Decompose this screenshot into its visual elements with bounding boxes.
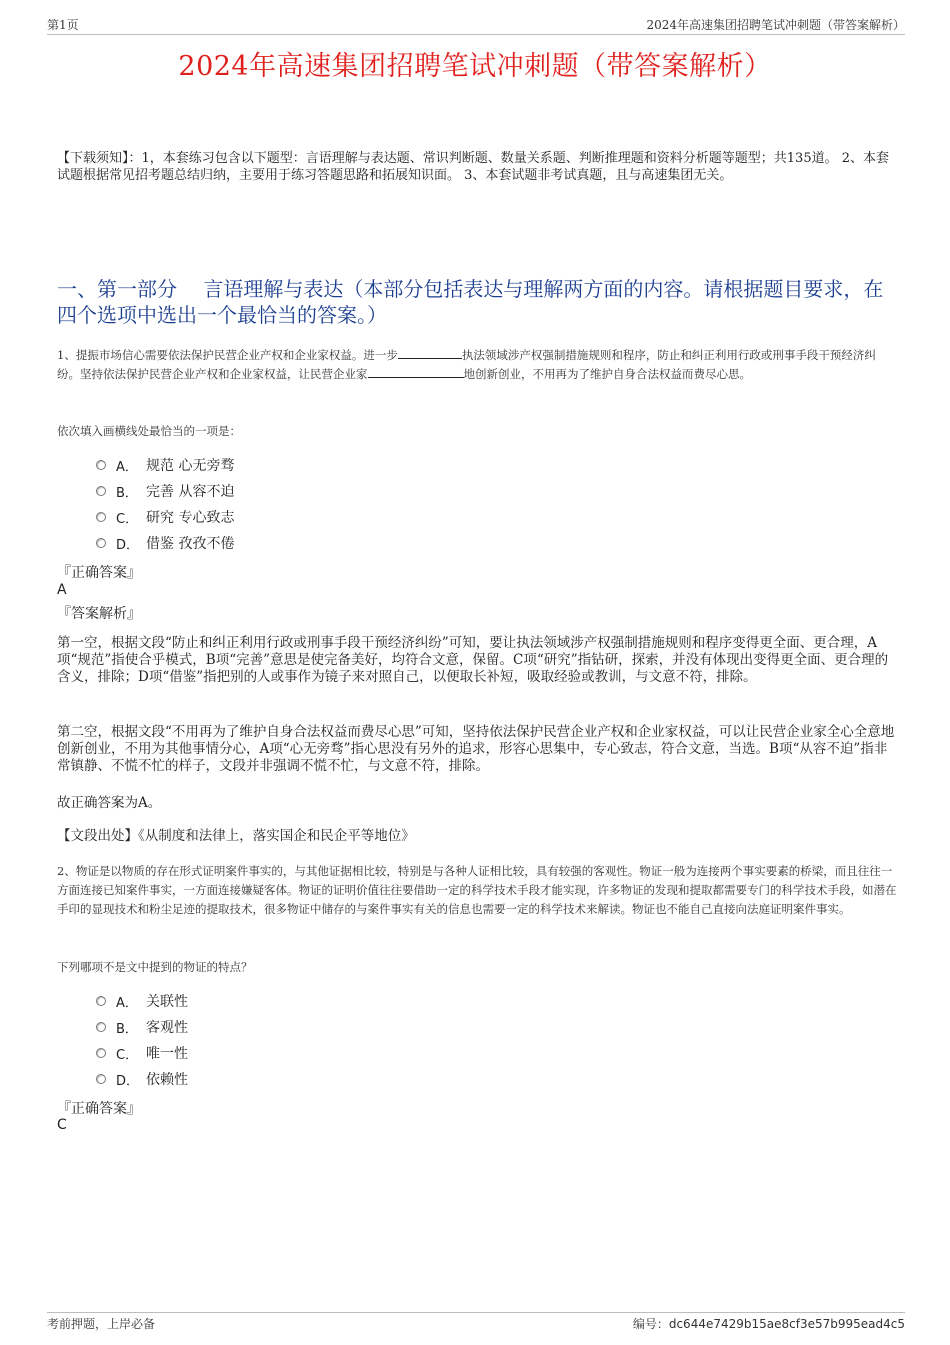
question-1-text-c: 地创新创业，不用再为了维护自身合法权益而费尽心思。 bbox=[463, 367, 751, 381]
analysis-label: 『答案解析』 bbox=[57, 606, 141, 622]
footer-code-value: dc644e7429b15ae8cf3e57b995ead4c5 bbox=[668, 1317, 905, 1331]
fill-blank-2 bbox=[368, 365, 464, 378]
option-text: 借鉴 孜孜不倦 bbox=[146, 536, 235, 552]
option-b[interactable] bbox=[96, 1014, 496, 1040]
passage-source: 【文段出处】《从制度和法律上，落实国企和民企平等地位》 bbox=[57, 828, 415, 844]
option-letter: C． bbox=[116, 1047, 139, 1063]
option-a[interactable] bbox=[96, 988, 496, 1014]
section-heading: 一、第一部分 言语理解与表达（本部分包括表达与理解两方面的内容。请根据题目要求，在四个选项中选出一个最恰当的答案。） bbox=[57, 277, 884, 327]
radio-icon[interactable] bbox=[96, 1022, 106, 1032]
option-letter: D． bbox=[116, 537, 140, 553]
question-1-text-a: 1、提振市场信心需要依法保护民营企业产权和企业家权益。进一步 bbox=[57, 348, 398, 362]
option-text: 客观性 bbox=[146, 1020, 188, 1036]
option-letter: C． bbox=[116, 511, 139, 527]
option-letter: A． bbox=[116, 995, 138, 1011]
footer-code-label: 编号： bbox=[632, 1317, 669, 1331]
radio-icon[interactable] bbox=[96, 1074, 106, 1084]
radio-icon[interactable] bbox=[96, 996, 106, 1006]
option-text: 关联性 bbox=[146, 994, 188, 1010]
option-text: 依赖性 bbox=[146, 1072, 188, 1088]
question-1-prompt: 依次填入画横线处最恰当的一项是： bbox=[57, 424, 241, 438]
footer-slogan: 考前押题，上岸必备 bbox=[47, 1317, 156, 1331]
question-2-options bbox=[96, 988, 496, 1092]
header-doc-name: 2024年高速集团招聘笔试冲刺题（带答案解析） bbox=[646, 18, 905, 32]
analysis-paragraph-1: 第一空，根据文段“防止和纠正利用行政或刑事手段干预经济纠纷”可知，要让执法领域涉产权强制措施规则和程序变得更全面、更合理，A项“规范”指使合乎模式，B项“完善”意思是使完备美好，均符合文意，保留。C项“研究”指钻研，探索，并没有体现出变得更全面、更合理的含义，排除；D项“借鉴”指把别的人或事作为镜子来对照自己，以便取长补短，吸取经验或教训，与文意不符，排除。 bbox=[57, 635, 889, 685]
answer-label: 『正确答案』 bbox=[57, 565, 141, 581]
fill-blank-1 bbox=[398, 346, 462, 359]
option-b[interactable] bbox=[96, 478, 496, 504]
document-title: 2024年高速集团招聘笔试冲刺题（带答案解析） bbox=[178, 51, 772, 82]
option-text: 唯一性 bbox=[146, 1046, 188, 1062]
option-text: 研究 专心致志 bbox=[146, 510, 235, 526]
radio-icon[interactable] bbox=[96, 1048, 106, 1058]
radio-icon[interactable] bbox=[96, 538, 106, 548]
radio-icon[interactable] bbox=[96, 512, 106, 522]
option-d[interactable] bbox=[96, 530, 496, 556]
analysis-conclusion: 故正确答案为A。 bbox=[57, 795, 162, 811]
option-text: 完善 从容不迫 bbox=[146, 484, 235, 500]
footer-code bbox=[633, 1315, 905, 1332]
option-d[interactable] bbox=[96, 1066, 496, 1092]
question-2-prompt: 下列哪项不是文中提到的物证的特点？ bbox=[57, 960, 253, 974]
radio-icon[interactable] bbox=[96, 460, 106, 470]
answer-value: C bbox=[57, 1117, 67, 1133]
question-2-stem: 2、物证是以物质的存在形式证明案件事实的，与其他证据相比较，特别是与各种人证相比较，具有较强的客观性。物证一般为连接两个事实要素的桥梁，而且往往一方面连接已知案件事实，一方面连接嫌疑客体。物证的证明价值往往要借助一定的科学技术手段才能实现，许多物证的发现和提取都需要专门的科学技术手段，如潜在手印的显现技术和粉尘足迹的提取技术，很多物证中储存的与案件事实有关的信息也需要一定的科学技术来解读。物证也不能自己直接向法庭证明案件事实。 bbox=[57, 864, 897, 916]
option-a[interactable] bbox=[96, 452, 496, 478]
question-1-options bbox=[96, 452, 496, 556]
analysis-paragraph-2: 第二空，根据文段“不用再为了维护自身合法权益而费尽心思”可知，坚持依法保护民营企业产权和企业家权益，可以让民营企业家全心全意地创新创业，不用为其他事情分心，A项“心无旁骛”指心思没有另外的追求，形容心思集中，专心致志，符合文意，当选。B项“从容不迫”指非常镇静、不慌不忙的样子，文段并非强调不慌不忙，与文意不符，排除。 bbox=[57, 724, 895, 774]
question-1-text-b: 执法领域涉产权强制措施规则和程序，防止和纠正利用行政或刑事手段干预经济纠纷。坚持依法保护民营企业产权和企业家权益，让民营企业家 bbox=[57, 348, 876, 381]
page-header bbox=[47, 16, 905, 35]
option-text: 规范 心无旁骛 bbox=[146, 458, 235, 474]
answer-label: 『正确答案』 bbox=[57, 1101, 141, 1117]
option-letter: D． bbox=[116, 1073, 140, 1089]
option-c[interactable] bbox=[96, 1040, 496, 1066]
question-1-stem bbox=[57, 346, 897, 384]
option-letter: B． bbox=[116, 1021, 138, 1037]
footer-divider bbox=[47, 1312, 905, 1313]
option-letter: B． bbox=[116, 485, 138, 501]
answer-value: A bbox=[57, 582, 67, 598]
page-number: 第1页 bbox=[47, 18, 79, 32]
option-c[interactable] bbox=[96, 504, 496, 530]
download-notice: 【下载须知】：1，本套练习包含以下题型：言语理解与表达题、常识判断题、数量关系题、判断推理题和资料分析题等题型；共135道。 2、本套试题根据常见招考题总结归纳，主要用于练习答题思路和拓展知识面。 3、本套试题非考试真题，且与高速集团无关。 bbox=[57, 151, 889, 183]
option-letter: A． bbox=[116, 459, 138, 475]
radio-icon[interactable] bbox=[96, 486, 106, 496]
